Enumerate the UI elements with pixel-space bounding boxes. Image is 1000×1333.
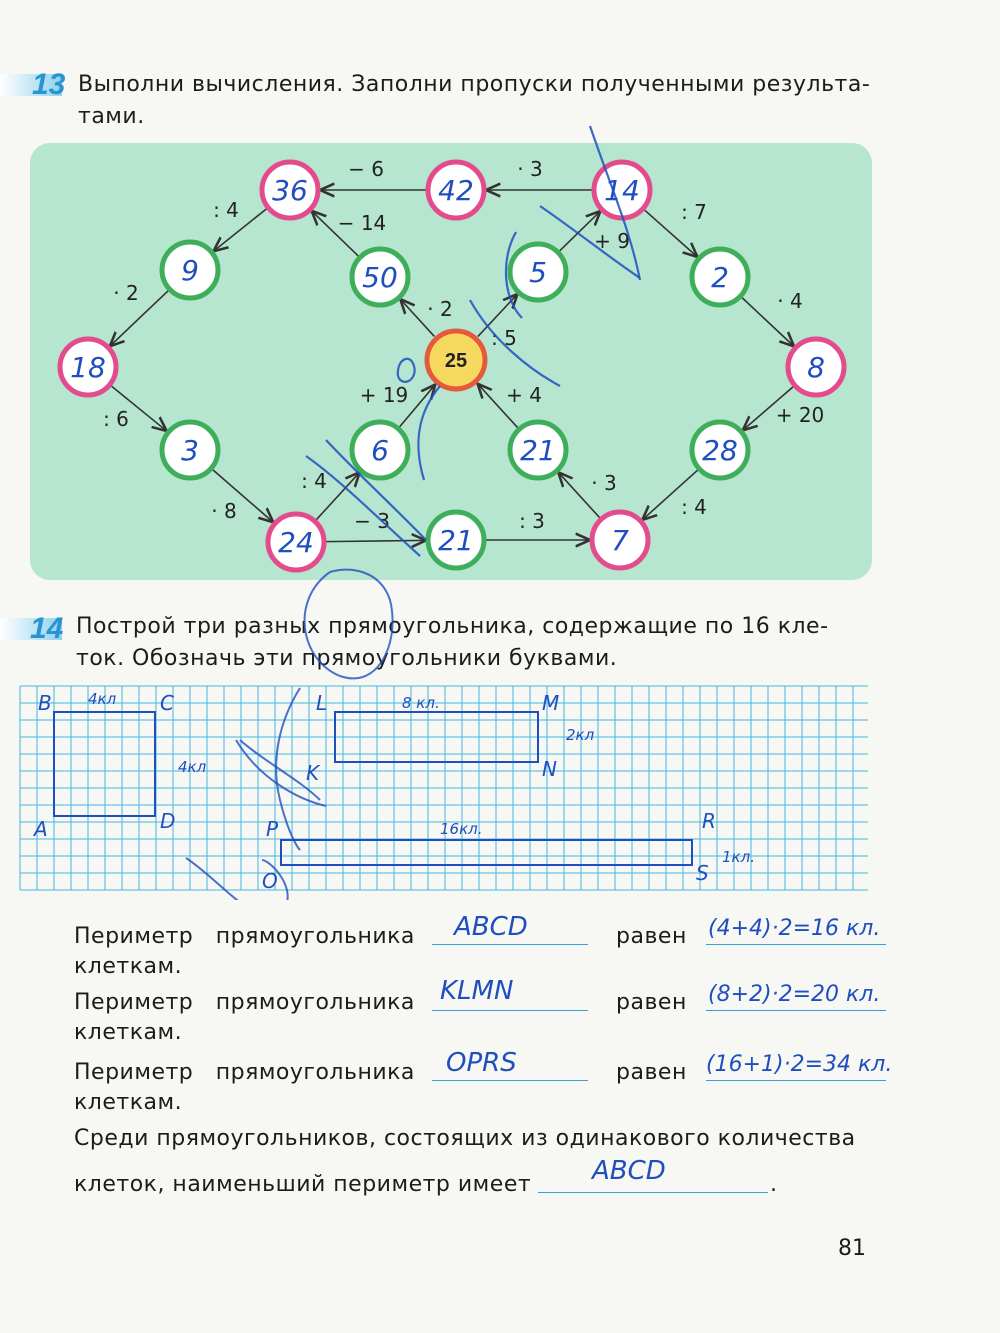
operation-label: : 3 bbox=[519, 509, 545, 533]
operation-label: + 20 bbox=[775, 403, 825, 427]
graph-node-value: 9 bbox=[181, 254, 199, 287]
conclusion-answer: ABCD bbox=[592, 1156, 666, 1186]
grid-label-m: M bbox=[542, 691, 560, 715]
operation-label: · 4 bbox=[777, 289, 803, 313]
perimeter-prefix: Периметр прямоугольника bbox=[74, 1060, 415, 1085]
task13-text-line1: Выполни вычисления. Заполни пропуски полученными результа- bbox=[78, 72, 871, 97]
operation-label: · 2 bbox=[113, 281, 139, 305]
grid-label-n: N bbox=[542, 757, 557, 781]
graph-node-value: 28 bbox=[702, 434, 738, 467]
conclusion-line1: Среди прямоугольников, состоящих из одинакового количества bbox=[74, 1126, 856, 1151]
perimeter-value-answer: (16+1)·2=34 кл. bbox=[706, 1052, 893, 1077]
perimeter-suffix: клеткам. bbox=[74, 1090, 183, 1115]
perimeter-name-answer: KLMN bbox=[440, 976, 514, 1006]
operation-label: : 6 bbox=[103, 407, 129, 431]
perimeter-name-answer: ABCD bbox=[454, 912, 528, 942]
perimeter-prefix: Периметр прямоугольника bbox=[74, 990, 415, 1015]
grid-label-p: P bbox=[266, 817, 279, 841]
operation-label: : 4 bbox=[301, 469, 327, 493]
perimeter-name-answer: OPRS bbox=[446, 1048, 517, 1078]
perimeter-mid: равен bbox=[616, 924, 687, 949]
grid-label-abcd_side: 4кл bbox=[178, 758, 207, 776]
graph-node-value: 50 bbox=[362, 261, 398, 294]
center-value: 25 bbox=[444, 350, 468, 372]
operation-label: + 4 bbox=[506, 383, 542, 407]
graph-node-value: 21 bbox=[438, 524, 474, 557]
perimeter-suffix: клеткам. bbox=[74, 1020, 183, 1045]
graph-node-value: 6 bbox=[371, 434, 389, 467]
graph-node-value: 2 bbox=[711, 261, 729, 294]
perimeter-prefix: Периметр прямоугольника bbox=[74, 924, 415, 949]
perimeter-name-blank[interactable] bbox=[432, 944, 588, 945]
grid-label-d: D bbox=[160, 809, 176, 833]
perimeter-value-blank[interactable] bbox=[706, 1010, 886, 1011]
operation-label: : 7 bbox=[681, 200, 707, 224]
page-number: 81 bbox=[838, 1236, 866, 1261]
conclusion-end: . bbox=[770, 1172, 778, 1197]
operation-label: : 5 bbox=[491, 326, 517, 350]
grid-label-k: K bbox=[306, 761, 320, 785]
conclusion-line2: клеток, наименьший периметр имеет bbox=[74, 1172, 532, 1197]
operation-label: : 4 bbox=[681, 495, 707, 519]
perimeter-mid: равен bbox=[616, 990, 687, 1015]
grid-label-l: L bbox=[316, 691, 328, 715]
grid-label-klmn_side: 2кл bbox=[566, 726, 595, 744]
operation-label: · 3 bbox=[517, 157, 543, 181]
operation-label: − 14 bbox=[337, 211, 387, 235]
operation-label: + 19 bbox=[359, 383, 409, 407]
grid-label-r: R bbox=[702, 809, 716, 833]
perimeter-suffix: клеткам. bbox=[74, 954, 183, 979]
graph-node-value: 5 bbox=[529, 256, 547, 289]
operation-label: − 3 bbox=[354, 509, 390, 533]
task13-number: 13 bbox=[32, 68, 66, 101]
operation-label: · 2 bbox=[427, 297, 453, 321]
perimeter-value-blank[interactable] bbox=[706, 1080, 886, 1081]
conclusion-blank[interactable] bbox=[538, 1192, 768, 1193]
grid-label-oprs_top: 16кл. bbox=[440, 820, 483, 838]
grid-label-klmn_top: 8 кл. bbox=[402, 694, 440, 712]
grid-label-oprs_side: 1кл. bbox=[722, 848, 755, 866]
operation-label: · 3 bbox=[591, 471, 617, 495]
graph-node-value: 3 bbox=[181, 434, 199, 467]
grid-label-b: B bbox=[38, 691, 52, 715]
operation-label: − 6 bbox=[348, 157, 384, 181]
grid-label-o: O bbox=[262, 869, 278, 893]
ink-stroke bbox=[305, 570, 393, 679]
graph-node-value: 7 bbox=[611, 524, 629, 557]
graph-node-value: 21 bbox=[520, 434, 556, 467]
perimeter-name-blank[interactable] bbox=[432, 1010, 588, 1011]
graph-node-value: 14 bbox=[604, 174, 640, 207]
task14-text-line1: Построй три разных прямоугольника, содержащие по 16 кле- bbox=[76, 614, 829, 639]
graph-node-value: 36 bbox=[272, 174, 308, 207]
perimeter-value-blank[interactable] bbox=[706, 944, 886, 945]
grid-label-abcd_top: 4кл bbox=[88, 690, 117, 708]
grid-label-c: C bbox=[160, 691, 174, 715]
graph-node-value: 18 bbox=[70, 351, 106, 384]
perimeter-name-blank[interactable] bbox=[432, 1080, 588, 1081]
perimeter-value-answer: (8+2)·2=20 кл. bbox=[708, 982, 881, 1007]
task13-text-line2: тами. bbox=[78, 104, 145, 129]
graph-node-value: 24 bbox=[278, 526, 314, 559]
operation-label: + 9 bbox=[594, 229, 630, 253]
operation-label: · 8 bbox=[211, 499, 237, 523]
grid-label-a: A bbox=[34, 817, 48, 841]
task14-number: 14 bbox=[30, 612, 64, 645]
perimeter-value-answer: (4+4)·2=16 кл. bbox=[708, 916, 881, 941]
graph-node-value: 8 bbox=[807, 351, 825, 384]
grid-label-s: S bbox=[696, 861, 709, 885]
task14-text-line2: ток. Обозначь эти прямоугольники буквами. bbox=[76, 646, 618, 671]
operation-label: : 4 bbox=[213, 198, 239, 222]
graph-node-value: 42 bbox=[438, 174, 474, 207]
perimeter-mid: равен bbox=[616, 1060, 687, 1085]
